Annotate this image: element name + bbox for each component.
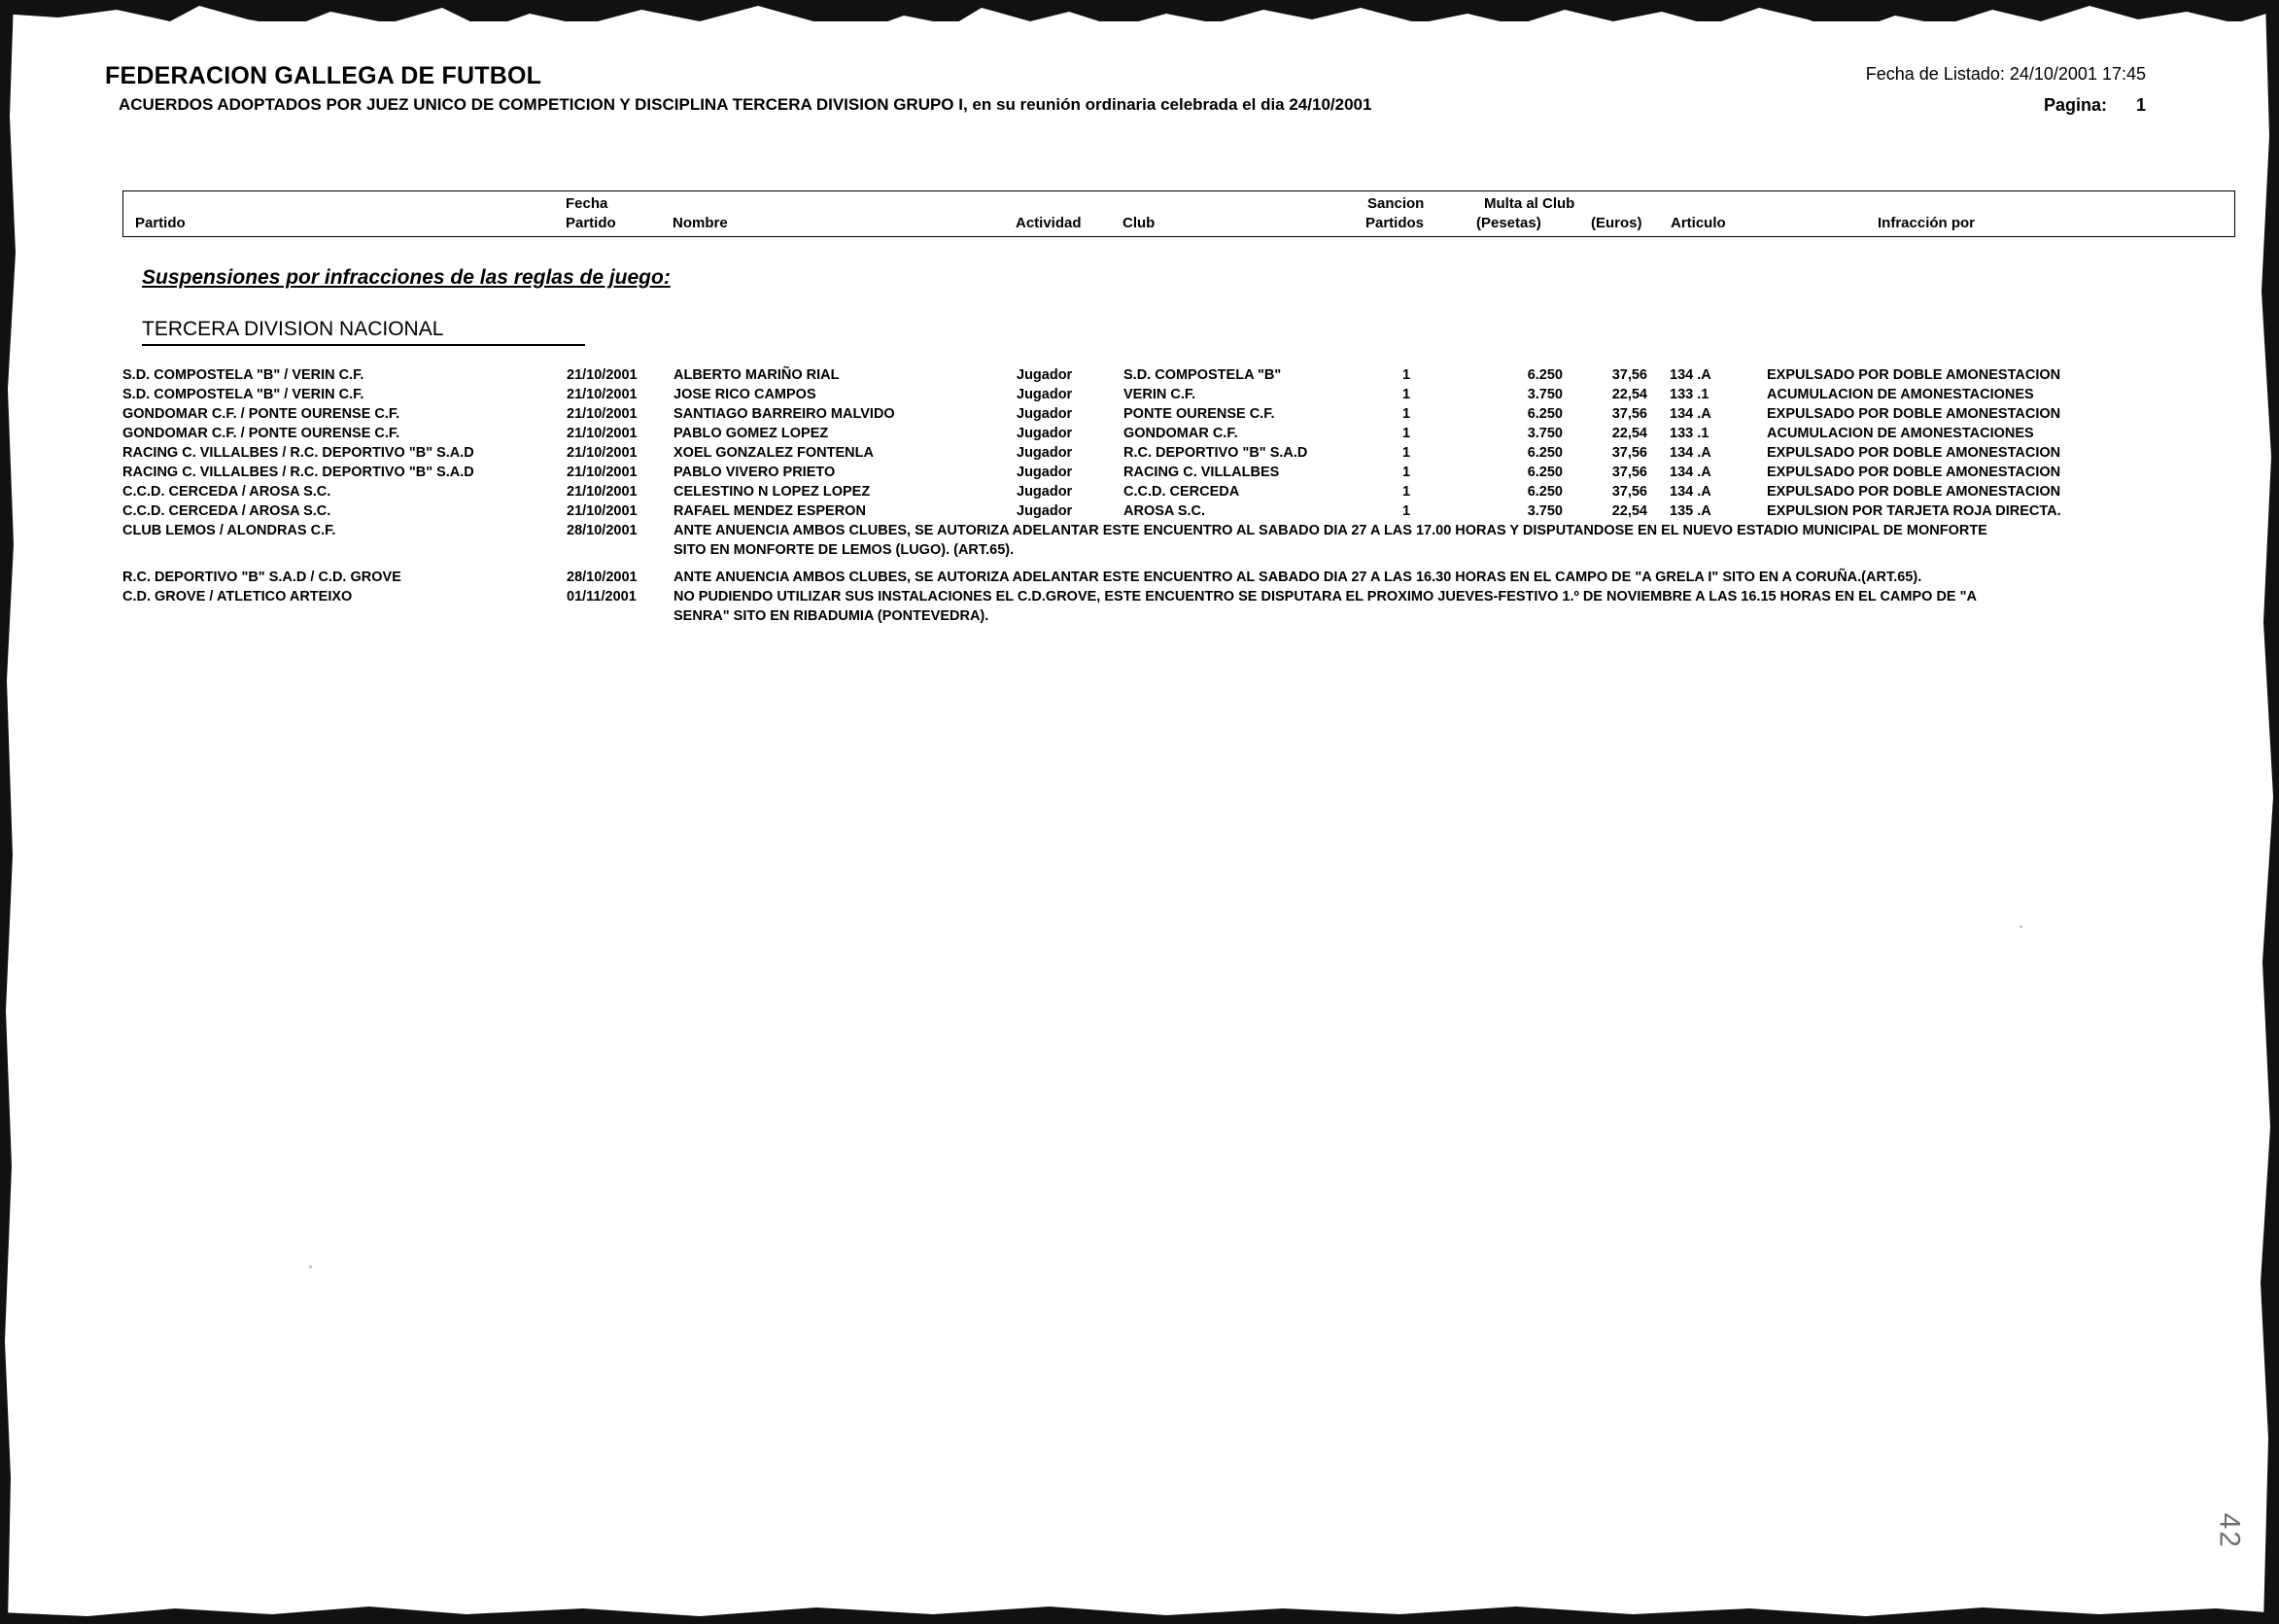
- cell-actividad: Jugador: [1017, 445, 1073, 461]
- cell-infraccion: EXPULSADO POR DOBLE AMONESTACION: [1767, 465, 2061, 480]
- cell-euros: 37,56: [1611, 445, 1647, 461]
- cell-fecha: 21/10/2001: [567, 426, 638, 441]
- col-header-fecha-1: Fecha: [566, 195, 608, 212]
- cell-note-line1: ANTE ANUENCIA AMBOS CLUBES, SE AUTORIZA ADELANTAR ESTE ENCUENTRO AL SABADO DIA 27 A LAS 16.30 HORAS EN EL CAMPO DE "A GRELA I" SITO EN A CORUÑA.(ART.65).: [673, 570, 1922, 585]
- cell-actividad: Jugador: [1017, 484, 1073, 500]
- table-header-box: [122, 190, 2235, 237]
- note-row: [17, 523, 2253, 542]
- cell-partido: S.D. COMPOSTELA "B" / VERIN C.F.: [122, 387, 364, 402]
- cell-infraccion: EXPULSADO POR DOBLE AMONESTACION: [1767, 484, 2061, 500]
- cell-pesetas: 3.750: [1527, 503, 1563, 519]
- cell-nombre: XOEL GONZALEZ FONTENLA: [673, 445, 874, 461]
- cell-fecha: 21/10/2001: [567, 484, 638, 500]
- cell-pesetas: 6.250: [1527, 484, 1563, 500]
- section-division-underline: [142, 344, 585, 346]
- cell-sancion: 1: [1402, 367, 1411, 383]
- cell-partido: C.C.D. CERCEDA / AROSA S.C.: [122, 484, 331, 500]
- cell-articulo: 135 .A: [1670, 503, 1711, 519]
- col-header-sancion-1: Sancion: [1367, 195, 1425, 212]
- cell-partido: C.D. GROVE / ATLETICO ARTEIXO: [122, 589, 353, 605]
- cell-club: PONTE OURENSE C.F.: [1123, 406, 1275, 422]
- cell-sancion: 1: [1402, 465, 1411, 480]
- cell-euros: 37,56: [1611, 406, 1647, 422]
- cell-pesetas: 6.250: [1527, 465, 1563, 480]
- table-row: [17, 367, 2253, 387]
- cell-infraccion: EXPULSION POR TARJETA ROJA DIRECTA.: [1767, 503, 2061, 519]
- sanctions-table: [17, 367, 2253, 628]
- document-subtitle: ACUERDOS ADOPTADOS POR JUEZ UNICO DE COMPETICION Y DISCIPLINA TERCERA DIVISION GRUPO I, en su reunión ordinaria celebrada el dia 24/10/2001: [119, 95, 1372, 114]
- cell-nombre: RAFAEL MENDEZ ESPERON: [673, 503, 866, 519]
- cell-articulo: 134 .A: [1670, 445, 1711, 461]
- cell-note-line2: SENRA" SITO EN RIBADUMIA (PONTEVEDRA).: [673, 608, 989, 624]
- col-header-sancion-2: Partidos: [1365, 215, 1425, 231]
- note-row-continuation: [17, 608, 2253, 628]
- cell-fecha: 21/10/2001: [567, 406, 638, 422]
- cell-euros: 37,56: [1611, 465, 1647, 480]
- cell-partido: CLUB LEMOS / ALONDRAS C.F.: [122, 523, 336, 538]
- cell-pesetas: 3.750: [1527, 387, 1563, 402]
- col-header-infraccion: Infracción por: [1878, 215, 1976, 231]
- cell-actividad: Jugador: [1017, 503, 1073, 519]
- note-row-continuation: [17, 542, 2253, 562]
- page-indicator: [2044, 95, 2146, 116]
- table-row: [17, 406, 2253, 426]
- cell-articulo: 134 .A: [1670, 367, 1711, 383]
- cell-partido: C.C.D. CERCEDA / AROSA S.C.: [122, 503, 331, 519]
- cell-articulo: 133 .1: [1670, 426, 1709, 441]
- cell-fecha: 28/10/2001: [567, 523, 638, 538]
- table-row: [17, 484, 2253, 503]
- table-row: [17, 445, 2253, 465]
- cell-infraccion: EXPULSADO POR DOBLE AMONESTACION: [1767, 406, 2061, 422]
- cell-partido: S.D. COMPOSTELA "B" / VERIN C.F.: [122, 367, 364, 383]
- cell-club: VERIN C.F.: [1123, 387, 1196, 402]
- table-row: [17, 465, 2253, 484]
- col-header-partido: Partido: [135, 215, 186, 231]
- cell-articulo: 134 .A: [1670, 406, 1711, 422]
- cell-club: R.C. DEPORTIVO "B" S.A.D: [1123, 445, 1308, 461]
- cell-nombre: SANTIAGO BARREIRO MALVIDO: [673, 406, 895, 422]
- cell-partido: R.C. DEPORTIVO "B" S.A.D / C.D. GROVE: [122, 570, 401, 585]
- cell-actividad: Jugador: [1017, 387, 1073, 402]
- page-number: 1: [2135, 95, 2146, 115]
- page-label: Pagina:: [2043, 95, 2107, 115]
- cell-fecha: 01/11/2001: [567, 589, 637, 605]
- cell-sancion: 1: [1402, 406, 1411, 422]
- cell-fecha: 28/10/2001: [567, 570, 638, 585]
- cell-nombre: ALBERTO MARIÑO RIAL: [673, 367, 840, 383]
- note-row: [17, 589, 2253, 608]
- table-row: [17, 426, 2253, 445]
- cell-infraccion: ACUMULACION DE AMONESTACIONES: [1767, 387, 2034, 402]
- cell-club: GONDOMAR C.F.: [1123, 426, 1238, 441]
- cell-nombre: JOSE RICO CAMPOS: [673, 387, 816, 402]
- scan-speck: [2020, 925, 2022, 928]
- col-header-club: Club: [1122, 215, 1156, 231]
- cell-euros: 37,56: [1611, 367, 1647, 383]
- note-row: [17, 570, 2253, 589]
- col-header-actividad: Actividad: [1016, 215, 1082, 231]
- col-header-pesetas: (Pesetas): [1476, 215, 1541, 231]
- cell-partido: GONDOMAR C.F. / PONTE OURENSE C.F.: [122, 406, 400, 422]
- archive-page-number: 42: [2213, 1512, 2245, 1549]
- cell-actividad: Jugador: [1017, 406, 1073, 422]
- cell-sancion: 1: [1402, 503, 1411, 519]
- cell-club: RACING C. VILLALBES: [1123, 465, 1280, 480]
- cell-note-line1: ANTE ANUENCIA AMBOS CLUBES, SE AUTORIZA ADELANTAR ESTE ENCUENTRO AL SABADO DIA 27 A LAS 17.00 HORAS Y DISPUTANDOSE EN EL NUEVO ESTADIO MUNICIPAL DE MONFORTE: [673, 523, 1987, 538]
- cell-sancion: 1: [1402, 426, 1411, 441]
- col-header-fecha-2: Partido: [566, 215, 616, 231]
- col-header-multa: Multa al Club: [1484, 195, 1575, 212]
- cell-actividad: Jugador: [1017, 465, 1073, 480]
- torn-edge-right: [2250, 0, 2279, 1624]
- document-sheet: [17, 21, 2253, 1606]
- cell-fecha: 21/10/2001: [567, 387, 638, 402]
- scan-speck: [309, 1265, 312, 1268]
- cell-club: AROSA S.C.: [1123, 503, 1206, 519]
- table-row: [17, 387, 2253, 406]
- list-date: Fecha de Listado: 24/10/2001 17:45: [1865, 64, 2146, 84]
- cell-fecha: 21/10/2001: [567, 367, 638, 383]
- cell-articulo: 134 .A: [1670, 465, 1711, 480]
- cell-partido: RACING C. VILLALBES / R.C. DEPORTIVO "B" S.A.D: [122, 465, 474, 480]
- cell-fecha: 21/10/2001: [567, 465, 638, 480]
- section-division: TERCERA DIVISION NACIONAL: [142, 318, 444, 340]
- col-header-euros: (Euros): [1591, 215, 1642, 231]
- cell-actividad: Jugador: [1017, 426, 1073, 441]
- cell-infraccion: EXPULSADO POR DOBLE AMONESTACION: [1767, 445, 2061, 461]
- cell-fecha: 21/10/2001: [567, 445, 638, 461]
- cell-nombre: CELESTINO N LOPEZ LOPEZ: [673, 484, 871, 500]
- cell-pesetas: 6.250: [1527, 445, 1563, 461]
- cell-fecha: 21/10/2001: [567, 503, 638, 519]
- cell-sancion: 1: [1402, 445, 1411, 461]
- cell-club: C.C.D. CERCEDA: [1123, 484, 1240, 500]
- section-suspensiones: Suspensiones por infracciones de las reglas de juego:: [142, 266, 671, 289]
- cell-nombre: PABLO VIVERO PRIETO: [673, 465, 836, 480]
- cell-articulo: 133 .1: [1670, 387, 1709, 402]
- cell-articulo: 134 .A: [1670, 484, 1711, 500]
- cell-euros: 22,54: [1611, 387, 1647, 402]
- cell-partido: GONDOMAR C.F. / PONTE OURENSE C.F.: [122, 426, 400, 441]
- cell-pesetas: 6.250: [1527, 367, 1563, 383]
- cell-nombre: PABLO GOMEZ LOPEZ: [673, 426, 829, 441]
- cell-sancion: 1: [1402, 484, 1411, 500]
- cell-euros: 37,56: [1611, 484, 1647, 500]
- col-header-articulo: Articulo: [1671, 215, 1726, 231]
- cell-sancion: 1: [1402, 387, 1411, 402]
- col-header-nombre: Nombre: [673, 215, 728, 231]
- federation-title: FEDERACION GALLEGA DE FUTBOL: [105, 62, 542, 89]
- cell-pesetas: 6.250: [1527, 406, 1563, 422]
- cell-euros: 22,54: [1611, 503, 1647, 519]
- cell-infraccion: ACUMULACION DE AMONESTACIONES: [1767, 426, 2034, 441]
- cell-club: S.D. COMPOSTELA "B": [1123, 367, 1282, 383]
- cell-euros: 22,54: [1611, 426, 1647, 441]
- cell-note-line1: NO PUDIENDO UTILIZAR SUS INSTALACIONES EL C.D.GROVE, ESTE ENCUENTRO SE DISPUTARA EL PROXIMO JUEVES-FESTIVO 1.º DE NOVIEMBRE A LAS 16.15 HORAS EN EL CAMPO DE "A: [673, 589, 1977, 605]
- cell-actividad: Jugador: [1017, 367, 1073, 383]
- cell-partido: RACING C. VILLALBES / R.C. DEPORTIVO "B" S.A.D: [122, 445, 474, 461]
- cell-infraccion: EXPULSADO POR DOBLE AMONESTACION: [1767, 367, 2061, 383]
- table-row: [17, 503, 2253, 523]
- cell-note-line2: SITO EN MONFORTE DE LEMOS (LUGO). (ART.65).: [673, 542, 1015, 558]
- cell-pesetas: 3.750: [1527, 426, 1563, 441]
